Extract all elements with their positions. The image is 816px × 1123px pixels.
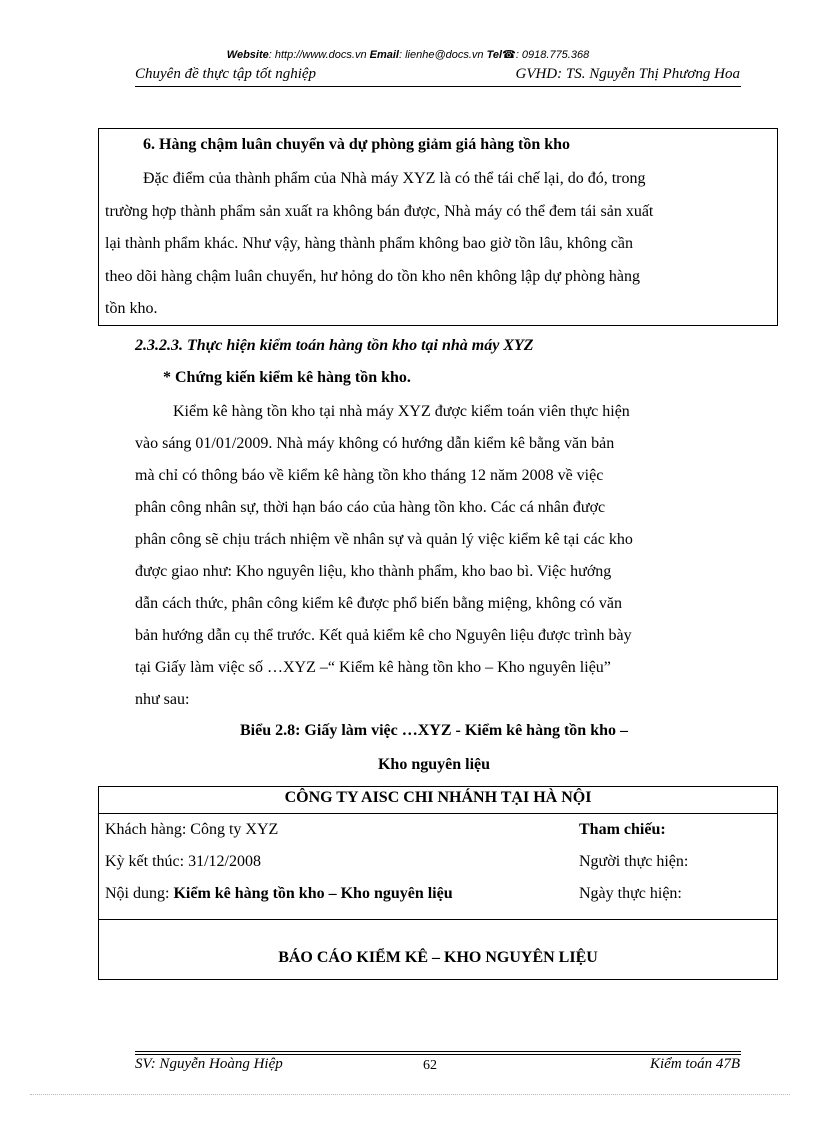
section-6-title: 6. Hàng chậm luân chuyển và dự phòng giảm giá hàng tồn kho	[143, 136, 571, 153]
footer-divider	[135, 1051, 741, 1052]
content-label: Nội dung:	[105, 885, 174, 902]
section-heading: 2.3.2.3. Thực hiện kiểm toán hàng tồn kho tại nhà máy XYZ	[135, 337, 534, 354]
worksheet-divider	[99, 919, 777, 920]
text-line: lại thành phẩm khác. Như vậy, hàng thành phẩm không bao giờ tồn lâu, không cần	[105, 235, 633, 252]
worksheet-box	[98, 786, 778, 980]
content-field	[105, 885, 453, 903]
report-title: BÁO CÁO KIỂM KÊ – KHO NGUYÊN LIỆU	[278, 949, 598, 966]
company-name: CÔNG TY AISC CHI NHÁNH TẠI HÀ NỘI	[284, 789, 592, 806]
header-left: Chuyên đề thực tập tốt nghiệp	[135, 66, 317, 82]
text-line: Kiểm kê hàng tồn kho tại nhà máy XYZ được kiểm toán viên thực hiện	[173, 403, 630, 420]
footer-divider	[135, 1054, 741, 1055]
header-divider	[135, 86, 741, 87]
footer-class: Kiểm toán 47B	[650, 1056, 740, 1072]
text-line: tồn kho.	[105, 300, 158, 317]
subsection-heading: * Chứng kiến kiểm kê hàng tồn kho.	[163, 369, 411, 386]
body-paragraph	[135, 396, 741, 716]
phone-icon: ☎	[502, 49, 516, 61]
website-label: Website	[226, 49, 269, 61]
date-field: Ngày thực hiện:	[579, 885, 682, 902]
text-line: bản hướng dẫn cụ thể trước. Kết quả kiểm kê cho Nguyên liệu được trình bày	[135, 627, 632, 644]
content-value: Kiểm kê hàng tồn kho – Kho nguyên liệu	[173, 885, 453, 902]
text-line: phân công sẽ chịu trách nhiệm về nhân sự và quản lý việc kiểm kê tại các kho	[135, 531, 633, 548]
text-line: vào sáng 01/01/2009. Nhà máy không có hướng dẫn kiểm kê bằng văn bản	[135, 435, 615, 452]
page-number: 62	[423, 1058, 437, 1073]
section-6-box	[98, 128, 778, 326]
text-line: được giao như: Kho nguyên liệu, kho thành phẩm, kho bao bì. Việc hướng	[135, 563, 612, 580]
website-line	[0, 48, 816, 61]
performer-field: Người thực hiện:	[579, 853, 689, 870]
email-value[interactable]: : lienhe@docs.vn	[399, 49, 484, 61]
footer-student: SV: Nguyễn Hoàng Hiệp	[135, 1056, 283, 1072]
tel-label: Tel	[486, 49, 503, 61]
text-line: trường hợp thành phẩm sản xuất ra không bán được, Nhà máy có thể đem tái sản xuất	[105, 202, 654, 220]
text-line: mà chỉ có thông báo về kiểm kê hàng tồn kho tháng 12 năm 2008 về việc	[135, 467, 604, 484]
text-line: như sau:	[135, 691, 190, 708]
email-label: Email	[369, 49, 399, 61]
text-line: phân công nhân sự, thời hạn báo cáo của hàng tồn kho. Các cá nhân được	[135, 499, 606, 516]
client-field: Khách hàng: Công ty XYZ	[105, 821, 279, 838]
text-line: theo dõi hàng chậm luân chuyển, hư hỏng do tồn kho nên không lập dự phòng hàng	[105, 267, 641, 285]
header-right: GVHD: TS. Nguyễn Thị Phương Hoa	[515, 66, 740, 82]
text-line: dẫn cách thức, phân công kiểm kê được phổ biến bằng miệng, không có văn	[135, 595, 622, 612]
reference-field: Tham chiếu:	[579, 821, 666, 838]
website-value[interactable]: : http://www.docs.vn	[268, 49, 367, 61]
period-field: Kỳ kết thúc: 31/12/2008	[105, 853, 261, 870]
worksheet-divider	[99, 813, 777, 814]
page-bottom-border	[30, 1094, 790, 1095]
figure-caption-line-2: Kho nguyên liệu	[377, 756, 491, 773]
tel-value: : 0918.775.368	[515, 49, 590, 61]
text-line: tại Giấy làm việc số …XYZ –“ Kiểm kê hàng tồn kho – Kho nguyên liệu”	[135, 659, 611, 676]
figure-caption: Biểu 2.8: Giấy làm việc …XYZ - Kiểm kê hàng tồn kho –	[239, 722, 628, 739]
text-line: Đặc điểm của thành phẩm của Nhà máy XYZ là có thể tái chế lại, do đó, trong	[143, 170, 646, 187]
section-6-paragraph	[105, 163, 771, 326]
